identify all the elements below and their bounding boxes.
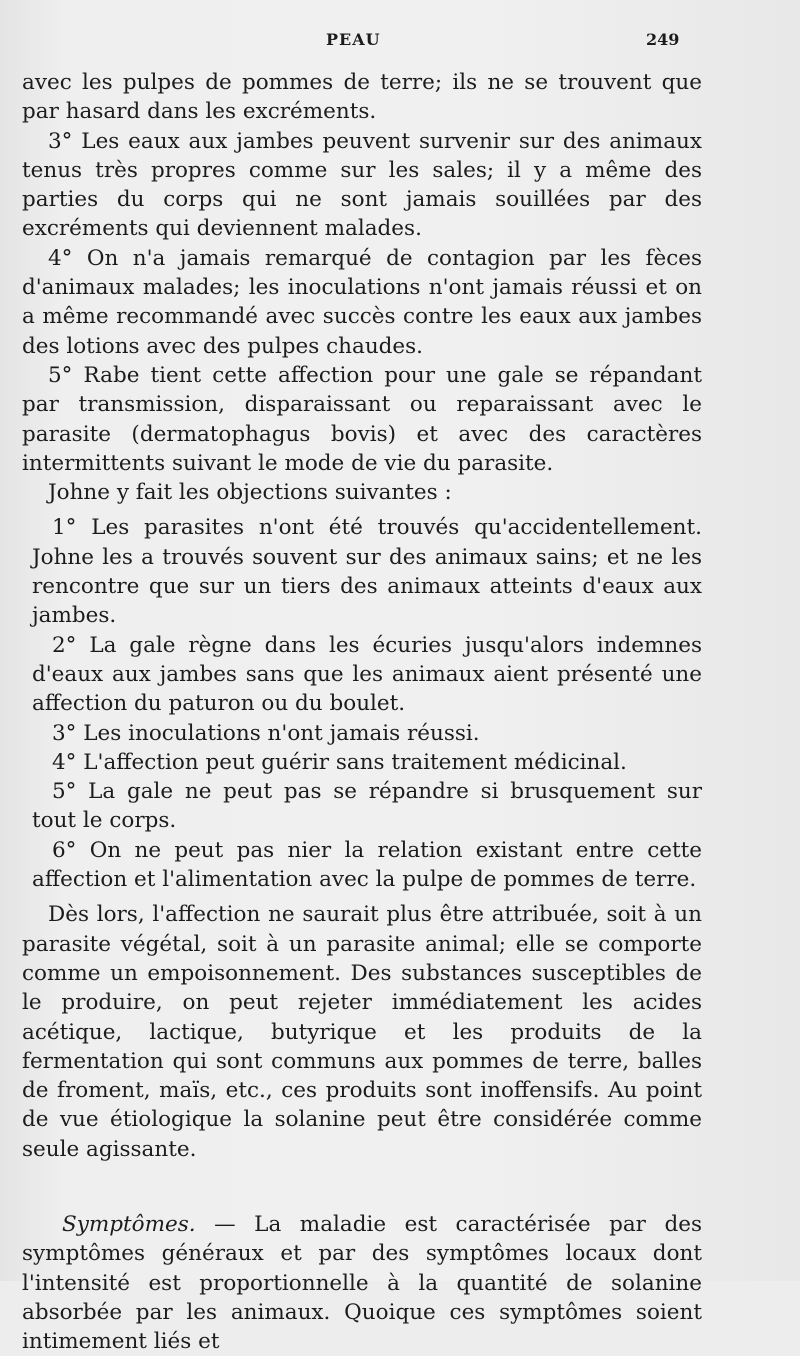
symptoms-heading: Symptômes. <box>62 1211 196 1237</box>
running-title: PEAU <box>326 30 381 49</box>
paragraph-continuation: avec les pulpes de pommes de terre; ils ne se trouvent que par hasard dans les excréments. <box>22 70 702 125</box>
objection-item-6: 6° On ne peut pas nier la relation existant entre cette affection et l'alimentation avec la pulpe de pommes de terre. <box>32 837 702 893</box>
objection-item-3: 3° Les inoculations n'ont jamais réussi. <box>52 720 480 746</box>
objection-item-4: 4° L'affection peut guérir sans traitement médicinal. <box>52 749 627 775</box>
running-header <box>0 30 800 56</box>
body-text <box>22 68 702 1356</box>
paragraph-point-5: 5° Rabe tient cette affection pour une gale se répandant par transmission, disparaissant ou reparaissant avec le parasite (dermatophagus bovis) et avec des caractères intermittents suivant le mode de vie du parasite. <box>22 362 702 476</box>
paragraph-conclusion: Dès lors, l'affection ne saurait plus être attribuée, soit à un parasite végétal, soit à un parasite animal; elle se comporte comme un empoisonnement. Des substances susceptibles de le produire, on peut rejeter immédiatement les acides acétique, lactique, butyrique et les produits de la fermentation qui sont communs aux pommes de terre, balles de froment, maïs, etc., ces produits sont inoffensifs. Au point de vue étiologique la solanine peut être considérée comme seule agissante. <box>22 902 702 1162</box>
symptoms-text: — La maladie est caractérisée par des symptômes généraux et par des symptômes locaux dont l'intensité est proportionnelle à la quantité de solanine absorbée par les animaux. Quoique ces symptômes soient intimement liés et <box>22 1211 702 1355</box>
paragraph-point-3: 3° Les eaux aux jambes peuvent survenir sur des animaux tenus très propres comme sur les sales; il y a même des parties du corps qui ne sont jamais souillées par des excréments qui deviennent malades. <box>22 128 702 242</box>
objection-item-1: 1° Les parasites n'ont été trouvés qu'accidentellement. Johne les a trouvés souvent sur des animaux sains; et ne les rencontre que sur un tiers des animaux atteints d'eaux aux jambes. <box>32 515 702 629</box>
paragraph-point-4: 4° On n'a jamais remarqué de contagion par les fèces d'animaux malades; les inoculations n'ont jamais réussi et on a même recommandé avec succès contre les eaux aux jambes des lotions avec des pulpes chaudes. <box>22 245 702 359</box>
objection-item-2: 2° La gale règne dans les écuries jusqu'alors indemnes d'eaux aux jambes sans que les animaux aient présenté une affection du paturon ou du boulet. <box>32 632 702 717</box>
page-number: 249 <box>646 30 680 49</box>
paragraph-objections-intro: Johne y fait les objections suivantes : <box>48 480 452 506</box>
symptoms-paragraph <box>22 1210 702 1356</box>
objection-item-5: 5° La gale ne peut pas se répandre si brusquement sur tout le corps. <box>32 779 702 834</box>
